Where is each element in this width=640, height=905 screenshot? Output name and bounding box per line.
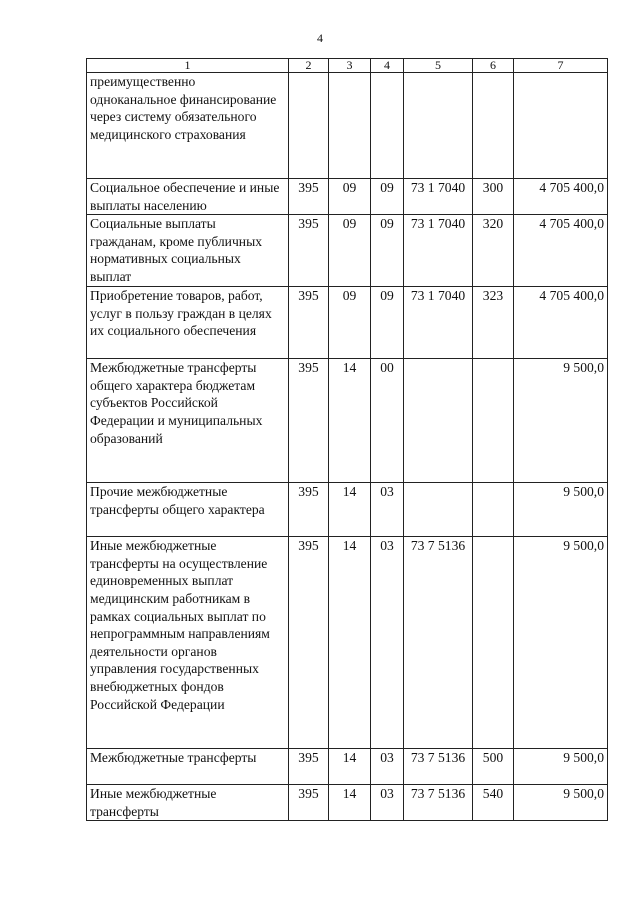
cell-target: 73 1 7040	[404, 179, 473, 215]
table-row	[87, 287, 608, 359]
cell-expense-type: 540	[473, 785, 514, 821]
cell-subsection: 09	[371, 179, 404, 215]
cell-amount: 9 500,0	[514, 483, 608, 537]
cell-code: 395	[289, 749, 329, 785]
row-name: Иные межбюджетные трансферты	[87, 785, 289, 821]
cell-expense-type: 500	[473, 749, 514, 785]
row-name: Прочие межбюджетные трансферты общего характера	[87, 483, 289, 537]
cell-code: 395	[289, 287, 329, 359]
cell-amount: 9 500,0	[514, 785, 608, 821]
cell-amount: 4 705 400,0	[514, 215, 608, 287]
table-row	[87, 359, 608, 483]
budget-table	[86, 58, 608, 821]
cell-code: 395	[289, 179, 329, 215]
cell-amount: 9 500,0	[514, 359, 608, 483]
row-name: преимущественно одноканальное финансирование через систему обязательного медицинского страхования	[87, 73, 289, 179]
row-name: Межбюджетные трансферты	[87, 749, 289, 785]
cell-target	[404, 359, 473, 483]
table-row	[87, 73, 608, 179]
table-row	[87, 749, 608, 785]
cell-section	[329, 73, 371, 179]
cell-target: 73 1 7040	[404, 287, 473, 359]
cell-subsection: 03	[371, 483, 404, 537]
cell-section: 14	[329, 749, 371, 785]
table-row	[87, 785, 608, 821]
cell-code: 395	[289, 359, 329, 483]
cell-code: 395	[289, 215, 329, 287]
column-header: 7	[514, 59, 608, 73]
cell-code	[289, 73, 329, 179]
cell-amount: 4 705 400,0	[514, 179, 608, 215]
cell-expense-type: 320	[473, 215, 514, 287]
row-name: Социальное обеспечение и иные выплаты населению	[87, 179, 289, 215]
cell-target	[404, 483, 473, 537]
row-name: Иные межбюджетные трансферты на осуществление единовременных выплат медицинским работникам в рамках социальных выплат по непрограммным направлениям деятельности органов управления государственных внебюджетных фондов Российской Федерации	[87, 537, 289, 749]
column-header: 3	[329, 59, 371, 73]
table-row	[87, 179, 608, 215]
row-name: Социальные выплаты гражданам, кроме публичных нормативных социальных выплат	[87, 215, 289, 287]
cell-expense-type: 300	[473, 179, 514, 215]
cell-target: 73 7 5136	[404, 749, 473, 785]
cell-expense-type	[473, 359, 514, 483]
column-header: 1	[87, 59, 289, 73]
cell-target: 73 1 7040	[404, 215, 473, 287]
cell-section: 09	[329, 287, 371, 359]
cell-section: 09	[329, 179, 371, 215]
cell-section: 14	[329, 483, 371, 537]
column-header: 2	[289, 59, 329, 73]
cell-subsection: 09	[371, 287, 404, 359]
cell-section: 09	[329, 215, 371, 287]
cell-subsection: 03	[371, 785, 404, 821]
cell-target: 73 7 5136	[404, 537, 473, 749]
header-row	[87, 59, 608, 73]
table-row	[87, 215, 608, 287]
cell-section: 14	[329, 785, 371, 821]
cell-subsection: 00	[371, 359, 404, 483]
cell-expense-type	[473, 73, 514, 179]
cell-code: 395	[289, 483, 329, 537]
cell-amount: 4 705 400,0	[514, 287, 608, 359]
cell-code: 395	[289, 537, 329, 749]
cell-expense-type	[473, 483, 514, 537]
page-number: 4	[317, 31, 323, 45]
cell-code: 395	[289, 785, 329, 821]
table-row	[87, 483, 608, 537]
cell-amount	[514, 73, 608, 179]
cell-subsection: 03	[371, 749, 404, 785]
cell-expense-type: 323	[473, 287, 514, 359]
cell-subsection	[371, 73, 404, 179]
row-name: Межбюджетные трансферты общего характера бюджетам субъектов Российской Федерации и муниципальных образований	[87, 359, 289, 483]
cell-target	[404, 73, 473, 179]
cell-subsection: 03	[371, 537, 404, 749]
cell-amount: 9 500,0	[514, 537, 608, 749]
cell-amount: 9 500,0	[514, 749, 608, 785]
column-header: 4	[371, 59, 404, 73]
table-row	[87, 537, 608, 749]
cell-subsection: 09	[371, 215, 404, 287]
column-header: 5	[404, 59, 473, 73]
cell-expense-type	[473, 537, 514, 749]
column-header: 6	[473, 59, 514, 73]
cell-section: 14	[329, 359, 371, 483]
row-name: Приобретение товаров, работ, услуг в пользу граждан в целях их социального обеспечения	[87, 287, 289, 359]
cell-target: 73 7 5136	[404, 785, 473, 821]
cell-section: 14	[329, 537, 371, 749]
